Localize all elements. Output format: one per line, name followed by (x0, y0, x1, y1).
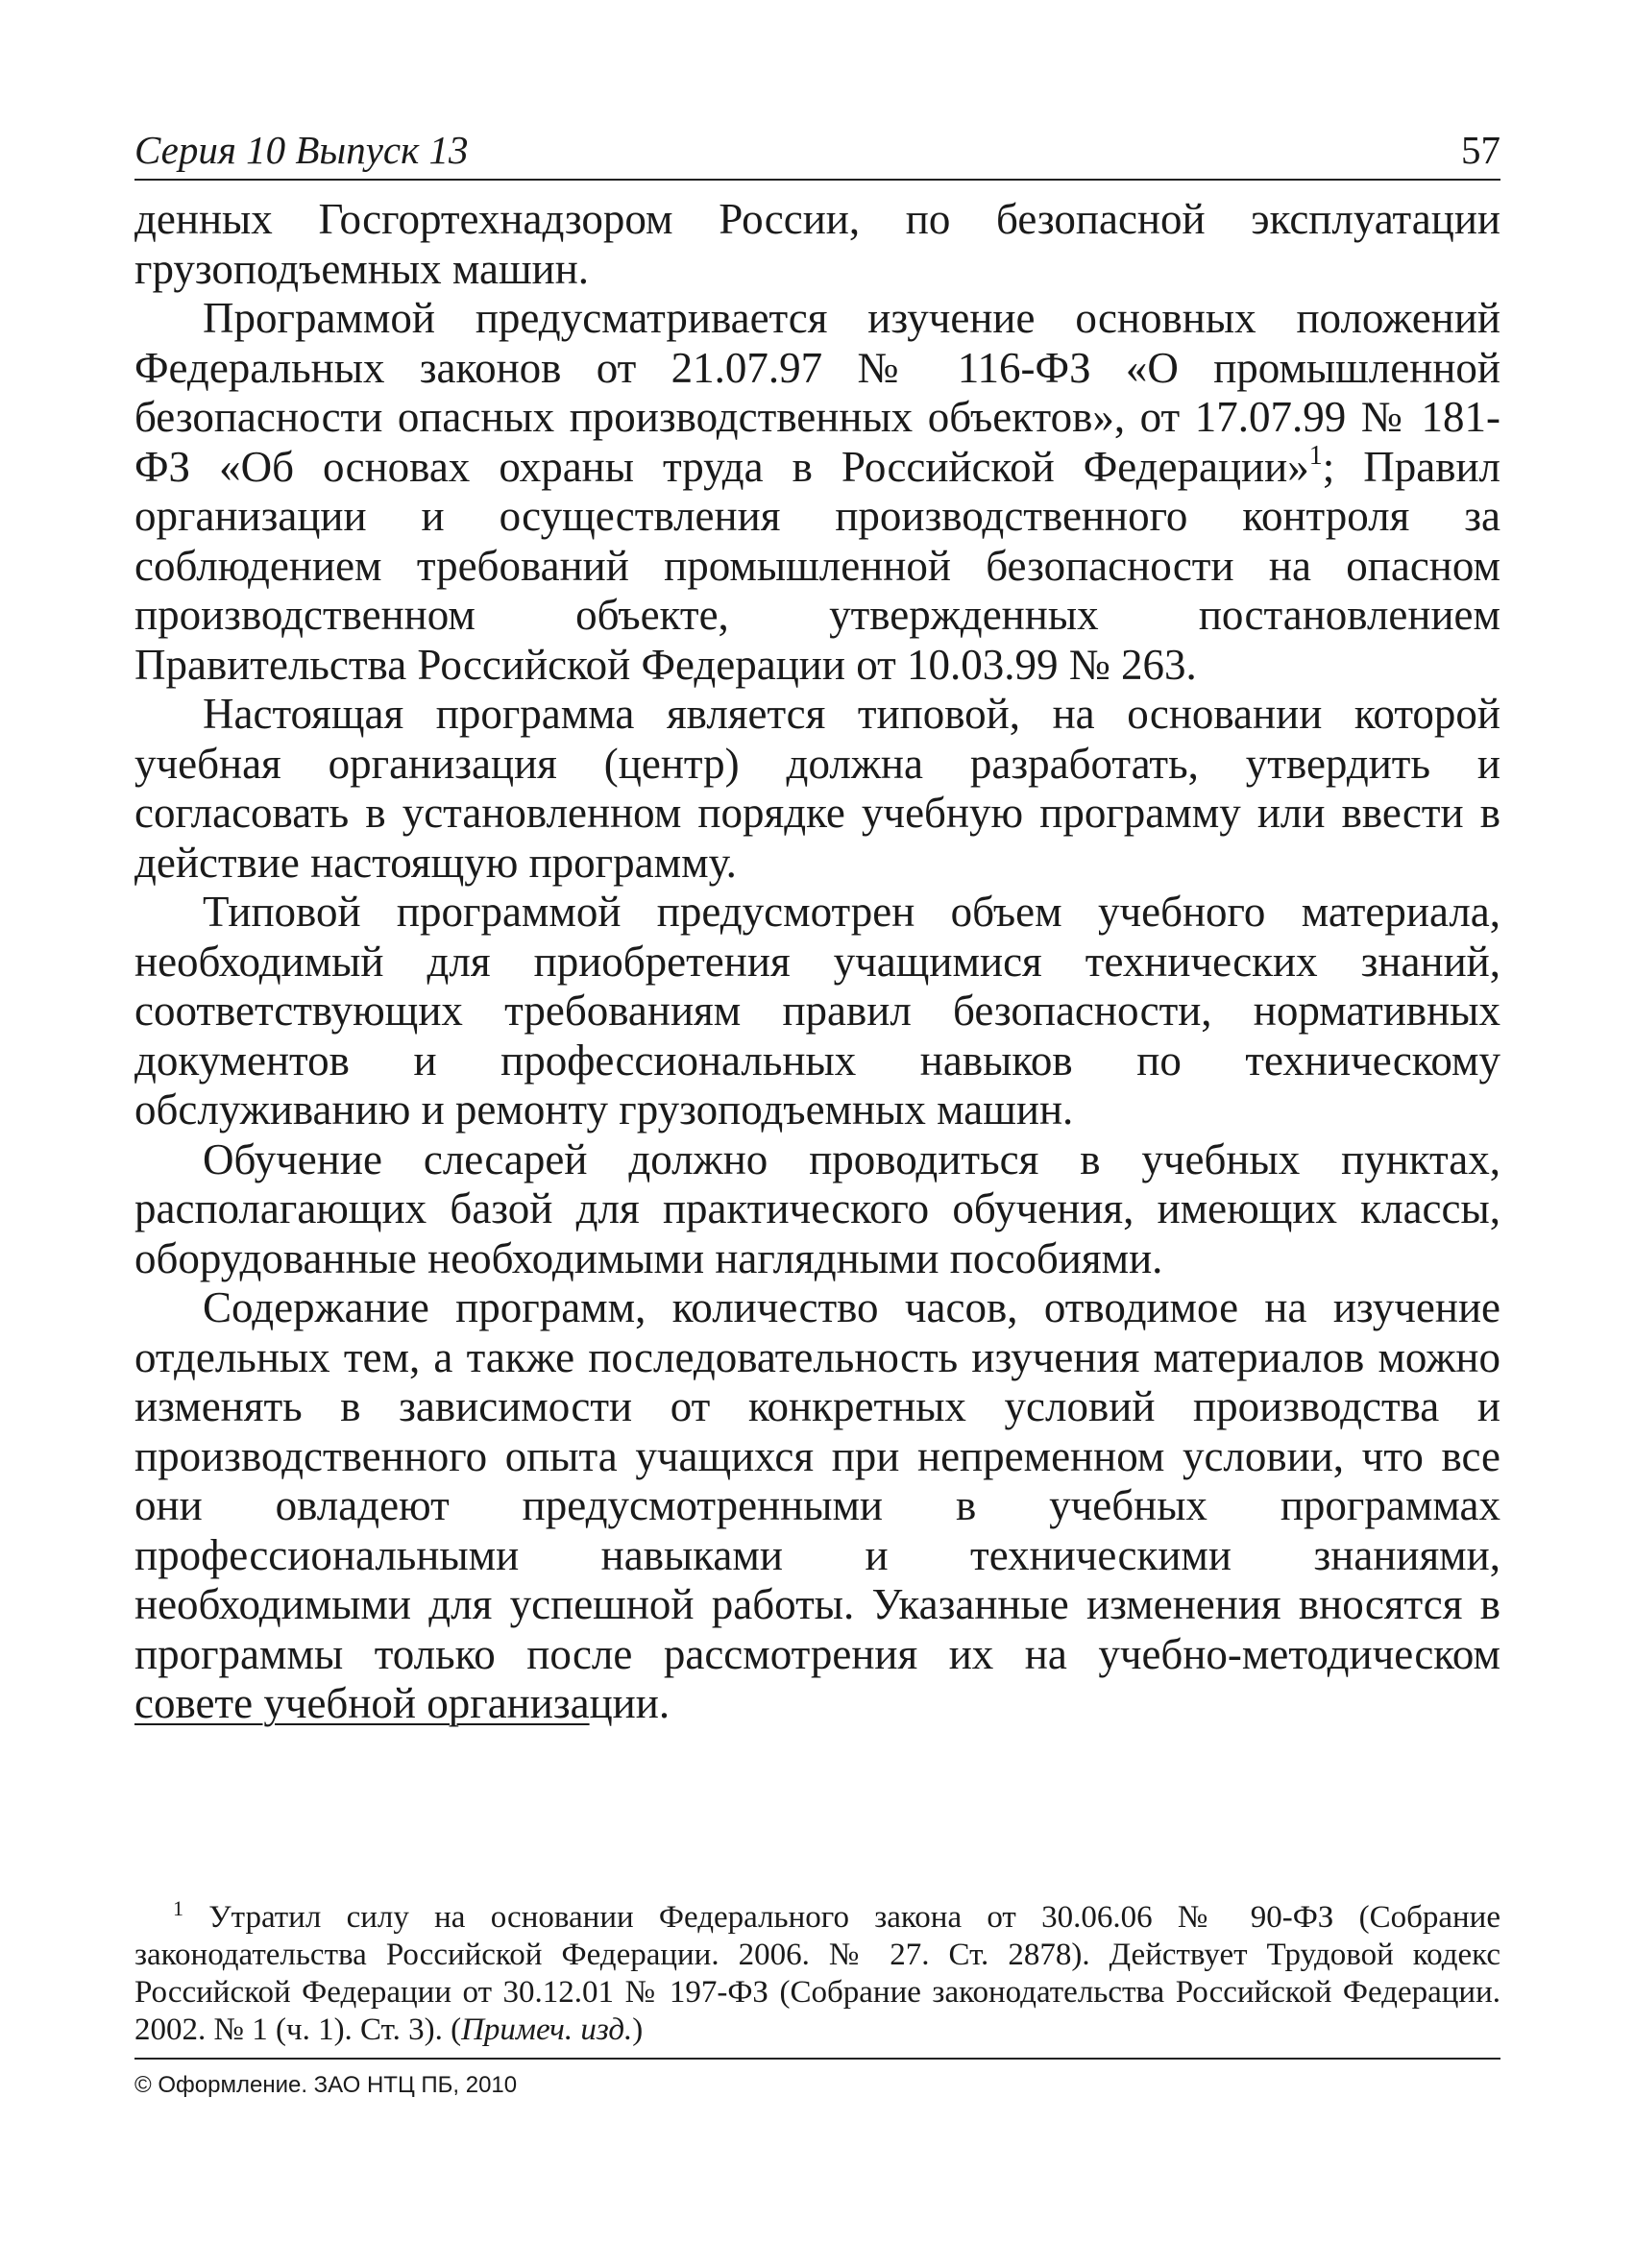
copyright-notice: © Оформление. ЗАО НТЦ ПБ, 2010 (134, 2072, 518, 2098)
paragraph-3: Настоящая программа является типовой, на основании которой учебная организация (центр) должна разработать, утвердить и согласовать в установленном порядке учебную программу или ввести в действие настоящую программу. (134, 690, 1500, 887)
paragraph-5: Обучение слесарей должно проводиться в учебных пунктах, располагающих базой для практического обучения, имеющих классы, оборудованные необходимыми наглядными пособиями. (134, 1134, 1500, 1282)
series-title: Серия 10 Выпуск 13 (134, 128, 469, 172)
footnote-text-a: Утратил силу на основании Федерального закона от 30.06.06 № 90-ФЗ (Собрание законодательства Российской Федерации. 2006. № 27. Ст. 2878). Действует Трудовой кодекс Российской Федерации от 30.12.01 № 197-ФЗ (Собрание законодательства Российской Федерации. 2002. № 1 (ч. 1). Ст. 3). ( (134, 1900, 1500, 2047)
paragraph-2-text-a: Программой предусматривается изучение основных положений Федеральных законов от 21.07.97 № 116-ФЗ «О промышленной безопасности опасных производственных объектов», от 17.07.99 № 181-ФЗ «Об основах охраны труда в Российской Федерации» (134, 294, 1500, 491)
footer-divider (134, 2058, 1500, 2060)
footnote-text-b: ) (632, 2012, 644, 2047)
footnote-ref-1[interactable]: 1 (1308, 440, 1323, 471)
paragraph-6-text-b: ции. (589, 1679, 671, 1727)
paragraph-6-text-a: Содержание программ, количество часов, отводимое на изучение отдельных тем, а также последовательность изучения материалов можно изменять в зависимости от конкретных условий производства и производственного опыта учащихся при непременном условии, что все они овладеют предусмотренными в учебных программах профессиональными навыками и техническими знаниями, необходимыми для успешной работы. Указанные изменения вносятся в программы только после рассмотрения их на учебно-методическом (134, 1283, 1500, 1678)
main-text (134, 195, 1500, 1729)
paragraph-6 (134, 1283, 1500, 1729)
paragraph-2 (134, 294, 1500, 690)
paragraph-2-text-b: ; Правил организации и осуществления производственного контроля за соблюдением требований промышленной безопасности на опасном производственном объекте, утвержденных постановлением Правительства Российской Федерации от 10.03.99 № 263. (134, 442, 1501, 689)
page-header (134, 123, 1500, 181)
publisher-note: Примеч. изд. (461, 2012, 633, 2047)
footnote-1 (134, 1896, 1500, 2049)
paragraph-4: Типовой программой предусмотрен объем учебного материала, необходимый для приобретения учащимися технических знаний, соответствующих требованиям правил безопасности, нормативных документов и профессиональных навыков по техническому обслуживанию и ремонту грузоподъемных машин. (134, 888, 1500, 1134)
underlined-phrase[interactable]: совете учебной организа (134, 1679, 590, 1727)
footnote-marker: 1 (173, 1896, 183, 1920)
paragraph-1: денных Госгортехнадзором России, по безопасной эксплуатации грузоподъемных машин. (134, 195, 1500, 293)
page-number: 57 (1461, 128, 1500, 172)
footnote (134, 1896, 1500, 2049)
